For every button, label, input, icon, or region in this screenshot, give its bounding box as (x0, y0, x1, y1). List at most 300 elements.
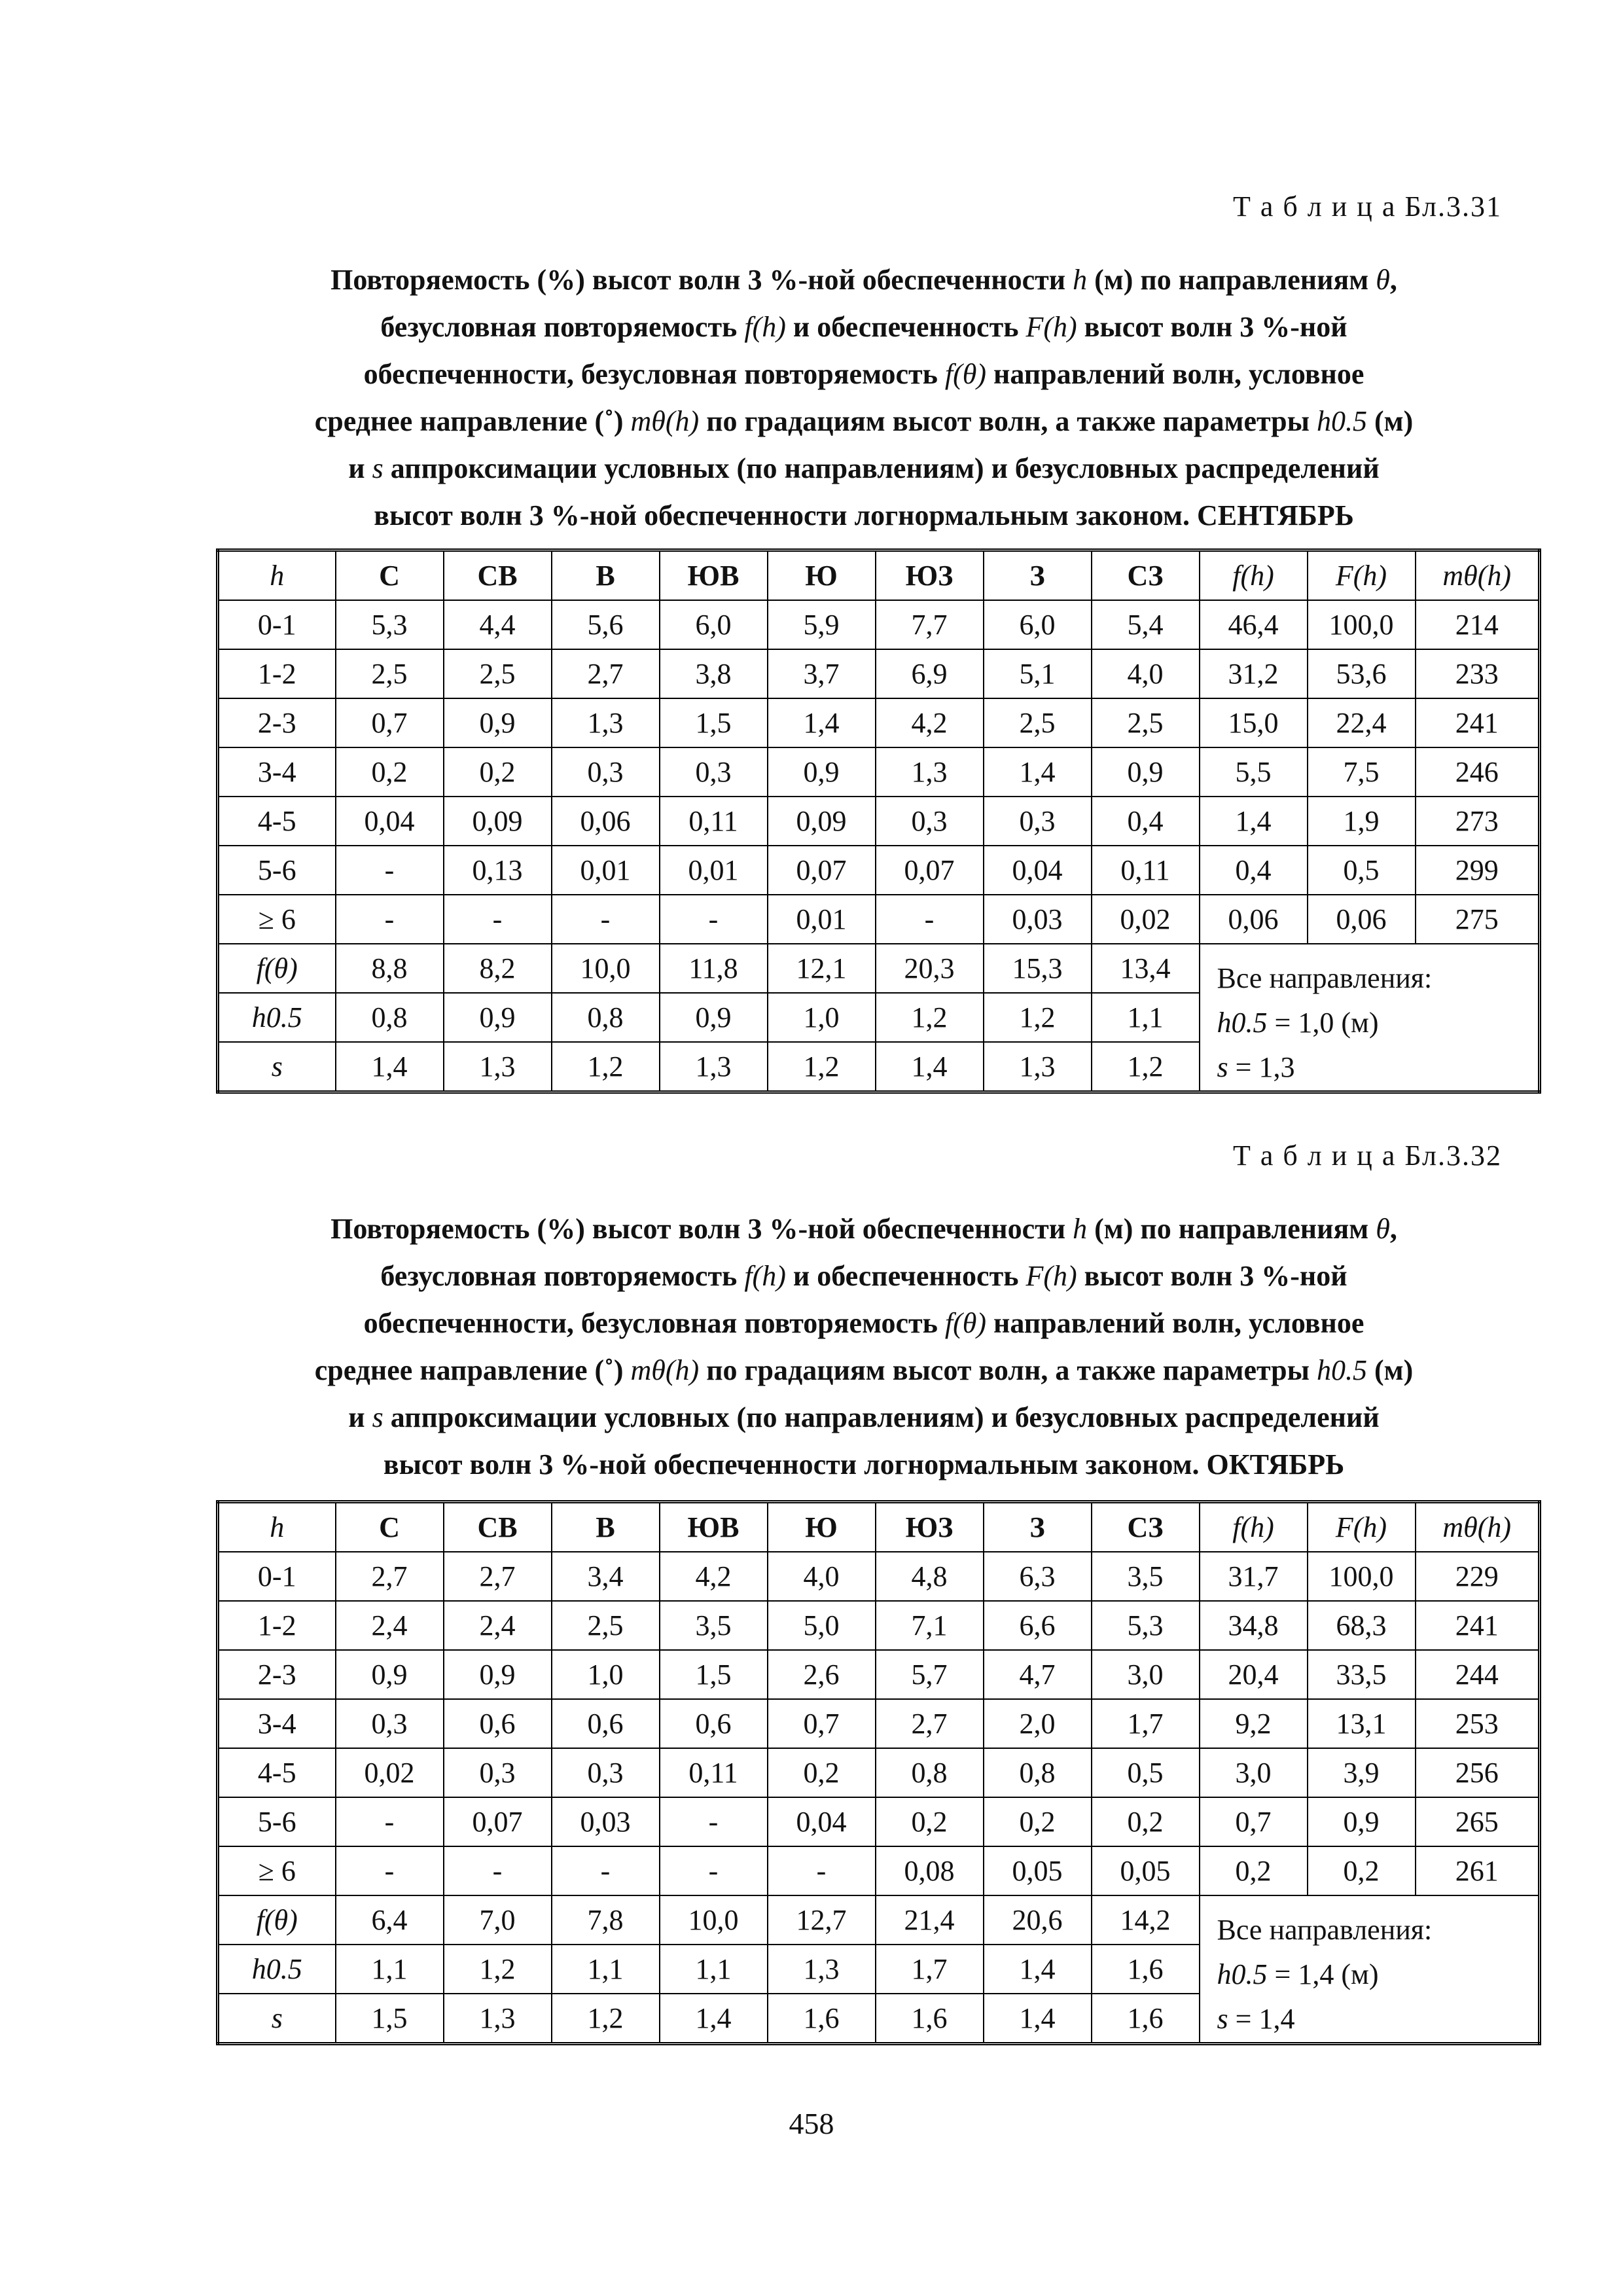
spacer (1334, 1958, 1341, 1990)
row-label-height-range: 3-4 (218, 747, 336, 797)
table-cell: 0,02 (1092, 895, 1200, 944)
heading-line (216, 1253, 1512, 1300)
table-row (218, 600, 1540, 649)
table-cell: 0,13 (444, 846, 552, 895)
table-cell: 3,4 (552, 1552, 660, 1601)
heading-text: (м) (1367, 405, 1414, 437)
column-header-direction: В (552, 550, 660, 601)
table-cell: - (444, 895, 552, 944)
table-cell: 0,9 (768, 747, 876, 797)
table-cell: 31,7 (1200, 1552, 1308, 1601)
table-row (218, 1797, 1540, 1846)
math-symbol: F(h) (1026, 311, 1077, 343)
table-cell: 0,01 (660, 846, 768, 895)
table-cell: 275 (1416, 895, 1540, 944)
table-cell: 6,0 (984, 600, 1092, 649)
row-label-height-range: 0-1 (218, 600, 336, 649)
table-cell: 7,7 (876, 600, 984, 649)
table-cell: 1,2 (984, 993, 1092, 1042)
table-cell: 2,5 (552, 1601, 660, 1650)
heading-text: Повторяемость (%) высот волн 3 %-ной обеспеченности (330, 1213, 1073, 1245)
table-cell: 0,11 (660, 1748, 768, 1797)
table-row (218, 1699, 1540, 1748)
h05-unit: (м) (1341, 1958, 1379, 1990)
table-cell: 0,7 (768, 1699, 876, 1748)
column-header-direction: Ю (768, 550, 876, 601)
table-cell: 100,0 (1308, 600, 1416, 649)
math-symbol: f(h) (744, 1260, 786, 1292)
table-cell: 1,2 (552, 1042, 660, 1092)
heading-text: по градациям высот волн, а также параметры (699, 405, 1317, 437)
table-cell: - (552, 1846, 660, 1895)
table-cell: 1,1 (336, 1945, 444, 1994)
table-cell: 2,7 (336, 1552, 444, 1601)
table-cell: 0,04 (768, 1797, 876, 1846)
table-cell: 6,9 (876, 649, 984, 698)
table-cell: 5,3 (1092, 1601, 1200, 1650)
table-cell: 0,11 (660, 797, 768, 846)
s-symbol: s (1217, 2003, 1228, 2035)
table-cell: 7,5 (1308, 747, 1416, 797)
table-row (218, 846, 1540, 895)
table-header-row (218, 550, 1540, 601)
table-cell: 0,9 (444, 993, 552, 1042)
table-cell: - (660, 1846, 768, 1895)
heading-text: среднее направление (˚) (314, 405, 631, 437)
table-cell: 0,11 (1092, 846, 1200, 895)
summary-title: Все направления: (1217, 1914, 1433, 1946)
table-cell: 1,6 (768, 1994, 876, 2044)
table-cell: 20,4 (1200, 1650, 1308, 1699)
row-label-height-range: 4-5 (218, 1748, 336, 1797)
table-cell: 233 (1416, 649, 1540, 698)
table-cell: - (660, 1797, 768, 1846)
equals-sign: = (1228, 2003, 1259, 2035)
table-cell: 1,6 (1092, 1945, 1200, 1994)
row-label-height-range: ≥ 6 (218, 895, 336, 944)
table-cell: 0,01 (768, 895, 876, 944)
table-cell: 244 (1416, 1650, 1540, 1699)
table-cell: 0,3 (984, 797, 1092, 846)
table-cell: 0,06 (1308, 895, 1416, 944)
table-cell: 1,2 (768, 1042, 876, 1092)
table-cell: 1,1 (1092, 993, 1200, 1042)
table-cell: 0,8 (984, 1748, 1092, 1797)
math-symbol: h0.5 (1317, 405, 1367, 437)
table-cell: 214 (1416, 600, 1540, 649)
table-cell: 0,3 (876, 797, 984, 846)
math-symbol: s (372, 1401, 383, 1433)
table-row (218, 1650, 1540, 1699)
row-label-f-theta: f(θ) (218, 1895, 336, 1945)
heading-line (216, 492, 1512, 539)
table-cell: 2,5 (984, 698, 1092, 747)
table-cell: 15,0 (1200, 698, 1308, 747)
table-row (218, 698, 1540, 747)
column-header-direction: З (984, 550, 1092, 601)
heading-text: по градациям высот волн, а также параметры (699, 1354, 1317, 1386)
table-cell: 1,3 (660, 1042, 768, 1092)
math-symbol: h0.5 (1317, 1354, 1367, 1386)
table-cell: 0,9 (1092, 747, 1200, 797)
table-cell: 22,4 (1308, 698, 1416, 747)
table-cell: 1,2 (552, 1994, 660, 2044)
data-table (216, 548, 1541, 1094)
table-cell: 0,01 (552, 846, 660, 895)
heading-text: высот волн 3 %-ной (1077, 1260, 1347, 1292)
heading-line (216, 351, 1512, 398)
heading-line (216, 304, 1512, 351)
table-cell: 256 (1416, 1748, 1540, 1797)
table-cell: 229 (1416, 1552, 1540, 1601)
table-header-row (218, 1502, 1540, 1552)
heading-text: Повторяемость (%) высот волн 3 %-ной обеспеченности (330, 264, 1073, 296)
table-cell: 68,3 (1308, 1601, 1416, 1650)
table-cell: 0,2 (336, 747, 444, 797)
math-symbol: f(θ) (944, 358, 987, 390)
table-cell: 0,9 (444, 1650, 552, 1699)
column-header-direction: Ю (768, 1502, 876, 1552)
table-cell: 1,2 (1092, 1042, 1200, 1092)
table-heading (216, 257, 1512, 539)
math-symbol: F(h) (1026, 1260, 1077, 1292)
h05-value: 1,4 (1298, 1958, 1334, 1990)
table-cell: 100,0 (1308, 1552, 1416, 1601)
table-cell: 6,6 (984, 1601, 1092, 1650)
table-cell: 33,5 (1308, 1650, 1416, 1699)
summary-all-directions (1200, 1895, 1540, 2044)
table-cell: 1,7 (876, 1945, 984, 1994)
table-row (218, 649, 1540, 698)
table-cell: 0,2 (444, 747, 552, 797)
table-cell: 5,9 (768, 600, 876, 649)
table-cell: 53,6 (1308, 649, 1416, 698)
table-cell: 0,08 (876, 1846, 984, 1895)
column-header-direction: В (552, 1502, 660, 1552)
row-label-height-range: 2-3 (218, 1650, 336, 1699)
table-cell: 12,1 (768, 944, 876, 993)
table-cell: 1,2 (444, 1945, 552, 1994)
table-cell: 0,4 (1092, 797, 1200, 846)
math-symbol: f(h) (744, 311, 786, 343)
table-cell: 2,5 (336, 649, 444, 698)
column-header-F-h: F(h) (1308, 550, 1416, 601)
heading-text: (м) по направлениям (1087, 1213, 1376, 1245)
heading-text: безусловная повторяемость (380, 311, 745, 343)
math-symbol: s (372, 452, 383, 484)
spacer (1334, 1007, 1341, 1039)
table-cell: 0,8 (336, 993, 444, 1042)
table-cell: 0,6 (660, 1699, 768, 1748)
table-cell: 1,4 (876, 1042, 984, 1092)
table-row (218, 747, 1540, 797)
column-header-direction: ЮВ (660, 1502, 768, 1552)
math-symbol: θ (1376, 1213, 1390, 1245)
table-cell: 21,4 (876, 1895, 984, 1945)
table-row (218, 797, 1540, 846)
heading-line (216, 1441, 1512, 1488)
table-cell: 1,2 (876, 993, 984, 1042)
table-cell: 7,1 (876, 1601, 984, 1650)
row-label-height-range: 1-2 (218, 1601, 336, 1650)
table-cell: 10,0 (552, 944, 660, 993)
row-label-height-range: 2-3 (218, 698, 336, 747)
heading-line (216, 1300, 1512, 1347)
table-cell: 7,8 (552, 1895, 660, 1945)
table-cell: 46,4 (1200, 600, 1308, 649)
table-cell: 1,1 (660, 1945, 768, 1994)
table-cell: 0,06 (1200, 895, 1308, 944)
heading-text: (м) (1367, 1354, 1414, 1386)
h05-value: 1,0 (1298, 1007, 1334, 1039)
column-header-direction: ЮЗ (876, 1502, 984, 1552)
table-cell: 0,05 (984, 1846, 1092, 1895)
table-cell: 2,7 (444, 1552, 552, 1601)
equals-sign: = (1267, 1007, 1298, 1039)
table-label: Т а б л и ц а Бл.3.32 (1232, 1139, 1502, 1172)
table-cell: - (336, 895, 444, 944)
table-cell: 0,2 (768, 1748, 876, 1797)
table-heading (216, 1206, 1512, 1488)
equals-sign: = (1267, 1958, 1298, 1990)
column-header-direction: З (984, 1502, 1092, 1552)
table-cell: 0,9 (1308, 1797, 1416, 1846)
table-cell: 3,0 (1092, 1650, 1200, 1699)
table-cell: 0,04 (336, 797, 444, 846)
table-cell: 31,2 (1200, 649, 1308, 698)
table-cell: 0,3 (444, 1748, 552, 1797)
table-cell: 299 (1416, 846, 1540, 895)
table-cell: 0,2 (984, 1797, 1092, 1846)
heading-line (216, 257, 1512, 304)
row-label-height-range: ≥ 6 (218, 1846, 336, 1895)
table-cell: 1,4 (660, 1994, 768, 2044)
data-table (216, 1500, 1541, 2045)
math-symbol: h (1073, 1213, 1088, 1245)
table-cell: 1,4 (1200, 797, 1308, 846)
heading-text: , (1389, 264, 1397, 296)
table-cell: 1,0 (552, 1650, 660, 1699)
column-header-h: h (218, 550, 336, 601)
table-cell: 265 (1416, 1797, 1540, 1846)
table-cell: - (444, 1846, 552, 1895)
row-label-height-range: 0-1 (218, 1552, 336, 1601)
table-cell: 1,9 (1308, 797, 1416, 846)
heading-line (216, 398, 1512, 445)
table-cell: 0,2 (1092, 1797, 1200, 1846)
table-cell: 1,4 (768, 698, 876, 747)
column-header-f-h: f(h) (1200, 1502, 1308, 1552)
table-cell: 2,6 (768, 1650, 876, 1699)
heading-text: аппроксимации условных (по направлениям) и безусловных распределений (383, 452, 1380, 484)
table-cell: 273 (1416, 797, 1540, 846)
table-cell: 1,3 (444, 1994, 552, 2044)
table-cell: 2,5 (1092, 698, 1200, 747)
table-cell: 1,4 (336, 1042, 444, 1092)
table-cell: 11,8 (660, 944, 768, 993)
summary-h05 (1217, 1952, 1539, 1997)
table-cell: 1,5 (336, 1994, 444, 2044)
table-cell: 0,03 (552, 1797, 660, 1846)
table-cell: 8,2 (444, 944, 552, 993)
row-label-height-range: 3-4 (218, 1699, 336, 1748)
column-header-direction: С (336, 1502, 444, 1552)
heading-text: обеспеченности, безусловная повторяемость (363, 358, 945, 390)
table-cell: 5,7 (876, 1650, 984, 1699)
column-header-m-theta: mθ(h) (1416, 550, 1540, 601)
table-cell: 0,9 (336, 1650, 444, 1699)
table-cell: 13,1 (1308, 1699, 1416, 1748)
table-cell: 3,8 (660, 649, 768, 698)
table-cell: 34,8 (1200, 1601, 1308, 1650)
h05-symbol: h0.5 (1217, 1958, 1268, 1990)
math-symbol: mθ(h) (630, 405, 700, 437)
table-cell: 2,4 (336, 1601, 444, 1650)
table-cell: 246 (1416, 747, 1540, 797)
table-cell: 4,2 (876, 698, 984, 747)
table-cell: - (768, 1846, 876, 1895)
table-cell: 1,3 (444, 1042, 552, 1092)
table-cell: 261 (1416, 1846, 1540, 1895)
table-cell: 15,3 (984, 944, 1092, 993)
table-row (218, 1846, 1540, 1895)
table-cell: 3,5 (660, 1601, 768, 1650)
table-cell: 0,3 (660, 747, 768, 797)
table-cell: - (876, 895, 984, 944)
heading-text: безусловная повторяемость (380, 1260, 745, 1292)
table-cell: 1,7 (1092, 1699, 1200, 1748)
table-cell: 0,06 (552, 797, 660, 846)
table-cell: 2,0 (984, 1699, 1092, 1748)
h05-unit: (м) (1341, 1007, 1379, 1039)
table-row-f-theta (218, 1895, 1540, 1945)
table-row (218, 895, 1540, 944)
table-cell: 1,3 (552, 698, 660, 747)
table-cell: 4,0 (1092, 649, 1200, 698)
table-cell: - (552, 895, 660, 944)
column-header-direction: СВ (444, 1502, 552, 1552)
math-symbol: f(θ) (944, 1307, 987, 1339)
table-cell: 0,5 (1092, 1748, 1200, 1797)
table-cell: 0,8 (876, 1748, 984, 1797)
equals-sign: = (1228, 1051, 1259, 1083)
column-header-f-h: f(h) (1200, 550, 1308, 601)
s-value: 1,4 (1258, 2003, 1295, 2035)
table-cell: 241 (1416, 1601, 1540, 1650)
table-cell: 0,2 (1308, 1846, 1416, 1895)
table-cell: 0,7 (1200, 1797, 1308, 1846)
heading-text: высот волн 3 %-ной обеспеченности логнормальным законом. ОКТЯБРЬ (383, 1448, 1345, 1480)
heading-text: (м) по направлениям (1087, 264, 1376, 296)
table-cell: 4,2 (660, 1552, 768, 1601)
heading-text: среднее направление (˚) (314, 1354, 631, 1386)
table-cell: - (336, 1846, 444, 1895)
table-cell: 2,5 (444, 649, 552, 698)
table-cell: 0,4 (1200, 846, 1308, 895)
table-cell: 0,2 (1200, 1846, 1308, 1895)
table-cell: 0,6 (444, 1699, 552, 1748)
table-cell: 5,6 (552, 600, 660, 649)
column-header-m-theta: mθ(h) (1416, 1502, 1540, 1552)
table-cell: 13,4 (1092, 944, 1200, 993)
table-cell: 6,3 (984, 1552, 1092, 1601)
column-header-direction: СВ (444, 550, 552, 601)
table-cell: 20,6 (984, 1895, 1092, 1945)
table-cell: 0,3 (336, 1699, 444, 1748)
table-cell: 0,9 (660, 993, 768, 1042)
table-cell: 0,5 (1308, 846, 1416, 895)
table-cell: 3,7 (768, 649, 876, 698)
table-cell: 4,0 (768, 1552, 876, 1601)
heading-text: , (1389, 1213, 1397, 1245)
table-cell: 10,0 (660, 1895, 768, 1945)
summary-h05 (1217, 1001, 1539, 1045)
table-row (218, 1601, 1540, 1650)
table-cell: 2,7 (876, 1699, 984, 1748)
table-cell: 0,2 (876, 1797, 984, 1846)
table-cell: - (336, 1797, 444, 1846)
table-cell: 0,3 (552, 747, 660, 797)
table-cell: 1,6 (1092, 1994, 1200, 2044)
table-cell: 3,0 (1200, 1748, 1308, 1797)
table-cell: 1,5 (660, 1650, 768, 1699)
table-cell: 1,1 (552, 1945, 660, 1994)
table-cell: 0,3 (552, 1748, 660, 1797)
table-row (218, 1552, 1540, 1601)
table-cell: 253 (1416, 1699, 1540, 1748)
table-cell: 3,9 (1308, 1748, 1416, 1797)
table-cell: 0,03 (984, 895, 1092, 944)
table-cell: 1,4 (984, 1994, 1092, 2044)
table-cell: 4,8 (876, 1552, 984, 1601)
math-symbol: h (1073, 264, 1088, 296)
table-cell: 1,5 (660, 698, 768, 747)
table-cell: 0,9 (444, 698, 552, 747)
summary-s (1217, 1045, 1539, 1090)
heading-text: и (348, 1401, 372, 1433)
table-cell: 9,2 (1200, 1699, 1308, 1748)
row-label-height-range: 4-5 (218, 797, 336, 846)
table-cell: 12,7 (768, 1895, 876, 1945)
table-cell: 6,4 (336, 1895, 444, 1945)
table-row (218, 1748, 1540, 1797)
heading-text: и (348, 452, 372, 484)
column-header-direction: С (336, 550, 444, 601)
heading-text: высот волн 3 %-ной обеспеченности логнормальным законом. СЕНТЯБРЬ (374, 499, 1354, 531)
heading-text: и обеспеченность (785, 1260, 1026, 1292)
column-header-direction: СЗ (1092, 550, 1200, 601)
table-cell: 0,09 (768, 797, 876, 846)
table-cell: 0,07 (444, 1797, 552, 1846)
row-label-height-range: 5-6 (218, 1797, 336, 1846)
table-cell: 0,02 (336, 1748, 444, 1797)
s-symbol: s (1217, 1051, 1228, 1083)
h05-symbol: h0.5 (1217, 1007, 1268, 1039)
table-cell: 1,3 (876, 747, 984, 797)
table-cell: 1,4 (984, 1945, 1092, 1994)
row-label-height-range: 5-6 (218, 846, 336, 895)
table-row-f-theta (218, 944, 1540, 993)
table-cell: 2,4 (444, 1601, 552, 1650)
heading-text: высот волн 3 %-ной (1077, 311, 1347, 343)
table-cell: 0,7 (336, 698, 444, 747)
math-symbol: mθ(h) (630, 1354, 700, 1386)
table-cell: 1,0 (768, 993, 876, 1042)
table-cell: 5,1 (984, 649, 1092, 698)
heading-line (216, 1394, 1512, 1441)
summary-title: Все направления: (1217, 962, 1433, 994)
row-label-height-range: 1-2 (218, 649, 336, 698)
